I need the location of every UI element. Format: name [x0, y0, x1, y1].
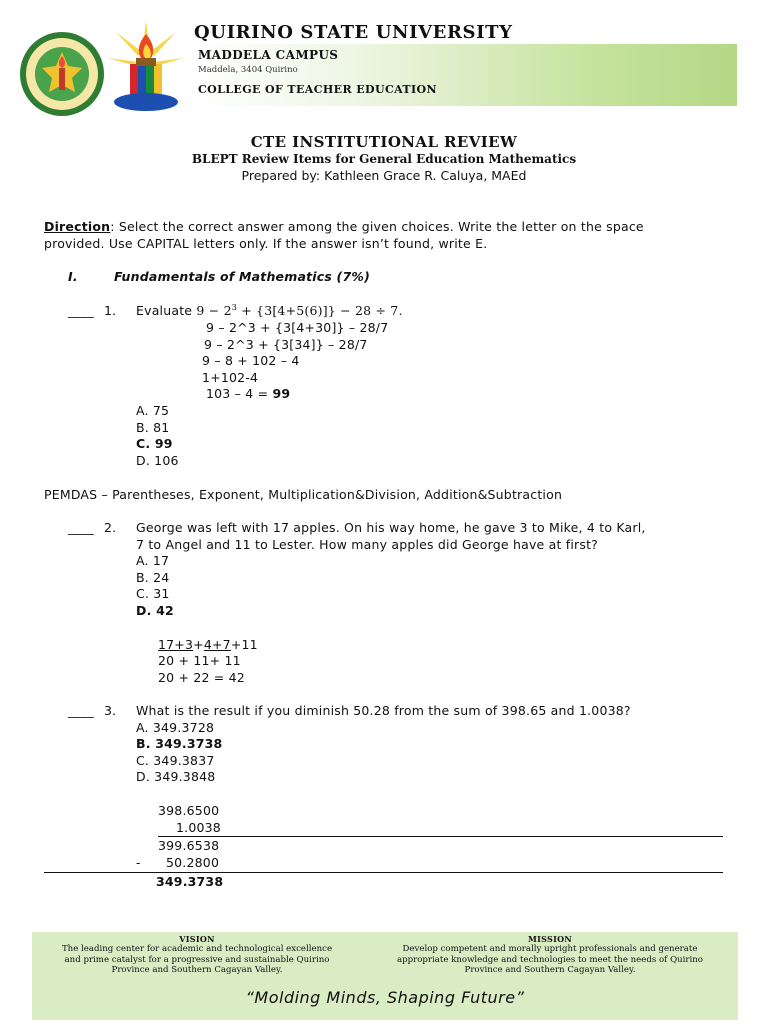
- q2-choice-c: C. 31: [136, 586, 170, 601]
- section-title: Fundamentals of Mathematics (7%): [114, 269, 370, 284]
- q2-prompt-line-2: 7 to Angel and 11 to Lester. How many apples did George have at first?: [136, 537, 599, 552]
- q1-expr-exponent: 3: [231, 303, 238, 312]
- q3-answer-blank[interactable]: ____: [68, 703, 94, 718]
- prepared-by: Prepared by: Kathleen Grace R. Caluya, MAEd: [241, 168, 527, 183]
- torch-logo: [106, 18, 186, 114]
- q3-calc-addend-2: 1.0038: [176, 820, 221, 835]
- vision-title: VISION: [179, 934, 215, 944]
- q3-calc-sum: 399.6538: [158, 838, 220, 853]
- q3-result-rule: [44, 872, 723, 873]
- q2-prompt-line-1: George was left with 17 apples. On his way home, he gave 3 to Mike, 4 to Karl,: [136, 520, 646, 535]
- vision-line: Province and Southern Cagayan Valley.: [111, 965, 283, 975]
- q2-choice-d-correct: D. 42: [136, 603, 174, 618]
- q3-sum-rule: [158, 836, 723, 837]
- q3-calc-addend-1: 398.6500: [158, 803, 220, 818]
- university-motto: “Molding Minds, Shaping Future”: [245, 988, 525, 1007]
- q1-step: 1+102-4: [202, 370, 259, 385]
- q3-prompt: What is the result if you diminish 50.28 from the sum of 398.65 and 1.0038?: [136, 703, 631, 718]
- q1-final-expression: 103 – 4 =: [206, 386, 273, 401]
- q1-expr-part-b: + {3[4+5(6)]} − 28 ÷ 7.: [241, 303, 403, 319]
- q2-choice-a: A. 17: [136, 553, 170, 568]
- mission-line: Province and Southern Cagayan Valley.: [464, 965, 636, 975]
- q1-step-final: [206, 386, 290, 401]
- mission-title: MISSION: [527, 934, 573, 944]
- campus-name: MADDELA CAMPUS: [198, 48, 339, 62]
- q2-number: 2.: [104, 520, 117, 535]
- q3-choice-d: D. 349.3848: [136, 769, 216, 784]
- q2-answer-blank[interactable]: ____: [68, 520, 94, 535]
- q1-step: 9 – 2^3 + {3[4+30]} – 28/7: [206, 320, 389, 335]
- university-name: QUIRINO STATE UNIVERSITY: [194, 22, 513, 43]
- pemdas-note: PEMDAS – Parentheses, Exponent, Multiplication&Division, Addition&Subtraction: [44, 487, 563, 502]
- q2-work-plus: +: [193, 637, 204, 652]
- college-name: COLLEGE OF TEACHER EDUCATION: [198, 83, 437, 96]
- document-title: CTE INSTITUTIONAL REVIEW: [250, 133, 518, 151]
- q3-choice-c: C. 349.3837: [136, 753, 215, 768]
- q1-choice-c-correct: C. 99: [136, 436, 173, 451]
- q3-calc-minus-sign: -: [136, 855, 141, 870]
- q3-number: 3.: [104, 703, 117, 718]
- q2-work-rest: +11: [230, 637, 258, 652]
- q1-number: 1.: [104, 303, 117, 318]
- mission-line: Develop competent and morally upright professionals and generate: [402, 944, 698, 954]
- q1-choice-b: B. 81: [136, 420, 170, 435]
- q2-choice-b: B. 24: [136, 570, 170, 585]
- q1-step: 9 – 8 + 102 – 4: [202, 353, 300, 368]
- section-numeral: I.: [68, 269, 78, 284]
- q2-work-line-1: [158, 637, 258, 652]
- q2-work-pair-2: 4+7: [203, 637, 231, 652]
- q2-work-pair-1: 17+3: [158, 637, 194, 652]
- direction-text-1: : Select the correct answer among the given choices. Write the letter on the space: [110, 219, 644, 234]
- q2-work-line-2: 20 + 11+ 11: [158, 653, 241, 668]
- q2-work-line-3: 20 + 22 = 42: [158, 670, 245, 685]
- q3-choice-b-correct: B. 349.3738: [136, 736, 223, 751]
- vision-line: and prime catalyst for a progressive and sustainable Quirino: [64, 954, 330, 965]
- q1-choice-d: D. 106: [136, 453, 179, 468]
- direction-label: Direction: [44, 219, 111, 234]
- university-seal-logo: [18, 30, 106, 118]
- vision-block: [32, 934, 362, 976]
- q1-final-answer: 99: [272, 386, 291, 401]
- mission-block: [372, 934, 728, 976]
- direction-line-2: provided. Use CAPITAL letters only. If the answer isn’t found, write E.: [44, 236, 488, 251]
- vision-line: The leading center for academic and technological excellence: [61, 944, 333, 954]
- q1-choice-a: A. 75: [136, 403, 170, 418]
- q1-expr-part-a: 9 − 2: [196, 303, 232, 319]
- mission-line: appropriate knowledge and technologies to meet the needs of Quirino: [397, 954, 703, 965]
- q1-prompt: [136, 303, 403, 318]
- campus-address: Maddela, 3404 Quirino: [198, 65, 298, 75]
- document-subtitle: BLEPT Review Items for General Education Mathematics: [191, 152, 577, 166]
- q3-choice-a: A. 349.3728: [136, 720, 215, 735]
- q1-step: 9 – 2^3 + {3[34]} – 28/7: [204, 337, 368, 352]
- q1-prompt-label: Evaluate: [136, 303, 193, 319]
- q1-answer-blank[interactable]: ____: [68, 303, 94, 318]
- q3-calc-subtrahend: 50.2800: [166, 855, 220, 870]
- q3-calc-result: 349.3738: [156, 874, 224, 889]
- q1-expression: [196, 303, 402, 318]
- direction-line-1: [44, 219, 644, 234]
